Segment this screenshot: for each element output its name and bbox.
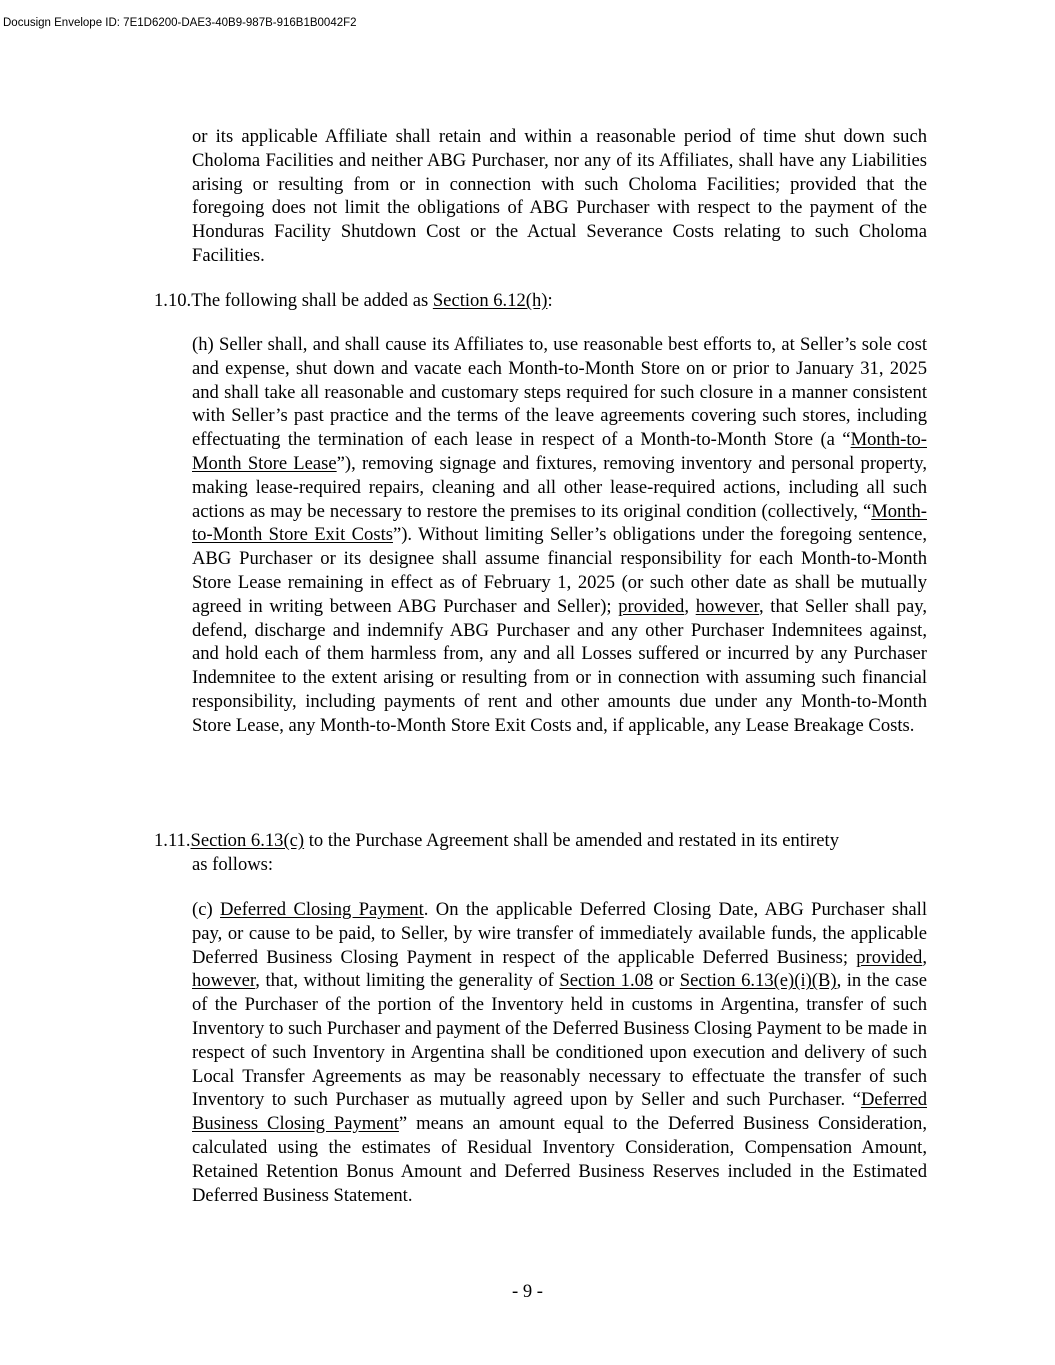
heading-text-continued: as follows: bbox=[192, 853, 274, 875]
paragraph-choloma-continuation: or its applicable Affiliate shall retain and within a reasonable period of time shut down such Choloma Facilities and neither ABG Purchaser, nor any of its Affiliates, shall have any Liabilities arising or resulting from or in connection with such Choloma Facilities; provided that the foregoing does not limit the obligations of ABG Purchaser with respect to the payment of the Honduras Facility Shutdown Cost or the Actual Severance Costs relating to such Choloma Facilities. bbox=[192, 126, 927, 266]
section-reference-link[interactable]: Section 6.13(c) bbox=[190, 830, 305, 851]
text-run: ”), removing signage and fixtures, removing inventory and personal property, making lease-required repairs, cleaning and all other lease-required actions, including all such actions as may be necessary to restore the premises to its original condition (collectively, “ bbox=[192, 452, 927, 522]
section-reference-link[interactable]: Section 1.08 bbox=[559, 970, 654, 992]
section-1-11-heading bbox=[154, 829, 926, 877]
text-run: (c) bbox=[192, 899, 221, 920]
text-run: . On the applicable Deferred Closing Date, ABG Purchaser shall pay, or cause to be paid, to Seller, by wire transfer of immediately available funds, the applicable Deferred Business Closing Payment in respect of the applicable Deferred Business; bbox=[192, 899, 927, 968]
section-number: 1.11. bbox=[154, 830, 191, 851]
defined-term: Month-to-Month Store Exit Costs bbox=[192, 500, 927, 546]
heading-text: The following shall be added as bbox=[191, 290, 433, 311]
section-6-13-c-text bbox=[192, 898, 927, 1207]
text-run: , that, without limiting the generality of bbox=[255, 970, 560, 992]
proviso-term: provided bbox=[618, 595, 685, 617]
section-reference-link[interactable]: Section 6.13(e)(i)(B) bbox=[679, 970, 837, 992]
proviso-term: however bbox=[192, 970, 256, 992]
section-reference-link[interactable]: Section 6.12(h) bbox=[432, 290, 548, 311]
heading-text: to the Purchase Agreement shall be amended and restated in its entirety bbox=[304, 830, 840, 851]
defined-term: Deferred Business Closing Payment bbox=[192, 1089, 927, 1135]
text-run: , that Seller shall pay, defend, discharge and indemnify ABG Purchaser and any other Purchaser Indemnitees against, and hold each of them harmless from, any and all Losses suffered or incurred by any Purchaser Indemnitee to the extent arising or resulting from or in connection with assuming such financial responsibility, including payments of rent and other amounts due under any Month-to-Month Store Lease, any Month-to-Month Store Exit Costs and, if applicable, any Lease Breakage Costs. bbox=[192, 595, 927, 736]
text-run: , bbox=[922, 946, 927, 968]
defined-term: Deferred Closing Payment bbox=[220, 899, 424, 920]
text-run: , bbox=[684, 595, 696, 617]
page-number: - 9 - bbox=[512, 1281, 543, 1302]
proviso-term: provided bbox=[856, 946, 923, 968]
text-run: ” means an amount equal to the Deferred Business Consideration, calculated using the estimates of Residual Inventory Consideration, Compensation Amount, Retained Retention Bonus Amount and Deferred Business Reserves included in the Estimated Deferred Business Statement. bbox=[192, 1113, 927, 1206]
docusign-envelope-id: Docusign Envelope ID: 7E1D6200-DAE3-40B9-987B-916B1B0042F2 bbox=[3, 17, 357, 29]
heading-punctuation: : bbox=[547, 290, 553, 311]
proviso-term: however bbox=[695, 595, 759, 617]
section-number: 1.10. bbox=[154, 290, 192, 311]
text-run: or bbox=[653, 970, 680, 992]
text-run: (h) Seller shall, and shall cause its Affiliates to, use reasonable best efforts to, at Seller’s sole cost and expense, shut down and vacate each Month-to-Month Store on or prior to January 31, 2025 and shall take all reasonable and customary steps required for such closure in a manner consistent with Seller’s past practice and the terms of the leave agreements covering such stores, including effectuating the termination of each lease in respect of a Month-to-Month Store (a “ bbox=[192, 334, 927, 451]
defined-term: Month-to-Month Store Lease bbox=[192, 429, 927, 474]
text-run: , in the case of the Purchaser of the portion of the Inventory held in customs in Argentina, transfer of such Inventory to such Purchaser and payment of the Deferred Business Closing Payment to be made in respect of such Inventory in Argentina shall be conditioned upon execution and delivery of such Local Transfer Agreements as may be reasonably necessary to effectuate the transfer of such Inventory to such Purchaser as mutually agreed upon by Seller and such Purchaser. “ bbox=[192, 970, 927, 1111]
section-1-10-heading bbox=[154, 289, 926, 313]
text-run: ”). Without limiting Seller’s obligations under the foregoing sentence, ABG Purchaser or its designee shall assume financial responsibility for each Month-to-Month Store Lease remaining in effect as of February 1, 2025 (or such other date as shall be mutually agreed in writing between ABG Purchaser and Seller); bbox=[192, 524, 927, 617]
section-6-12-h-text bbox=[192, 333, 927, 738]
